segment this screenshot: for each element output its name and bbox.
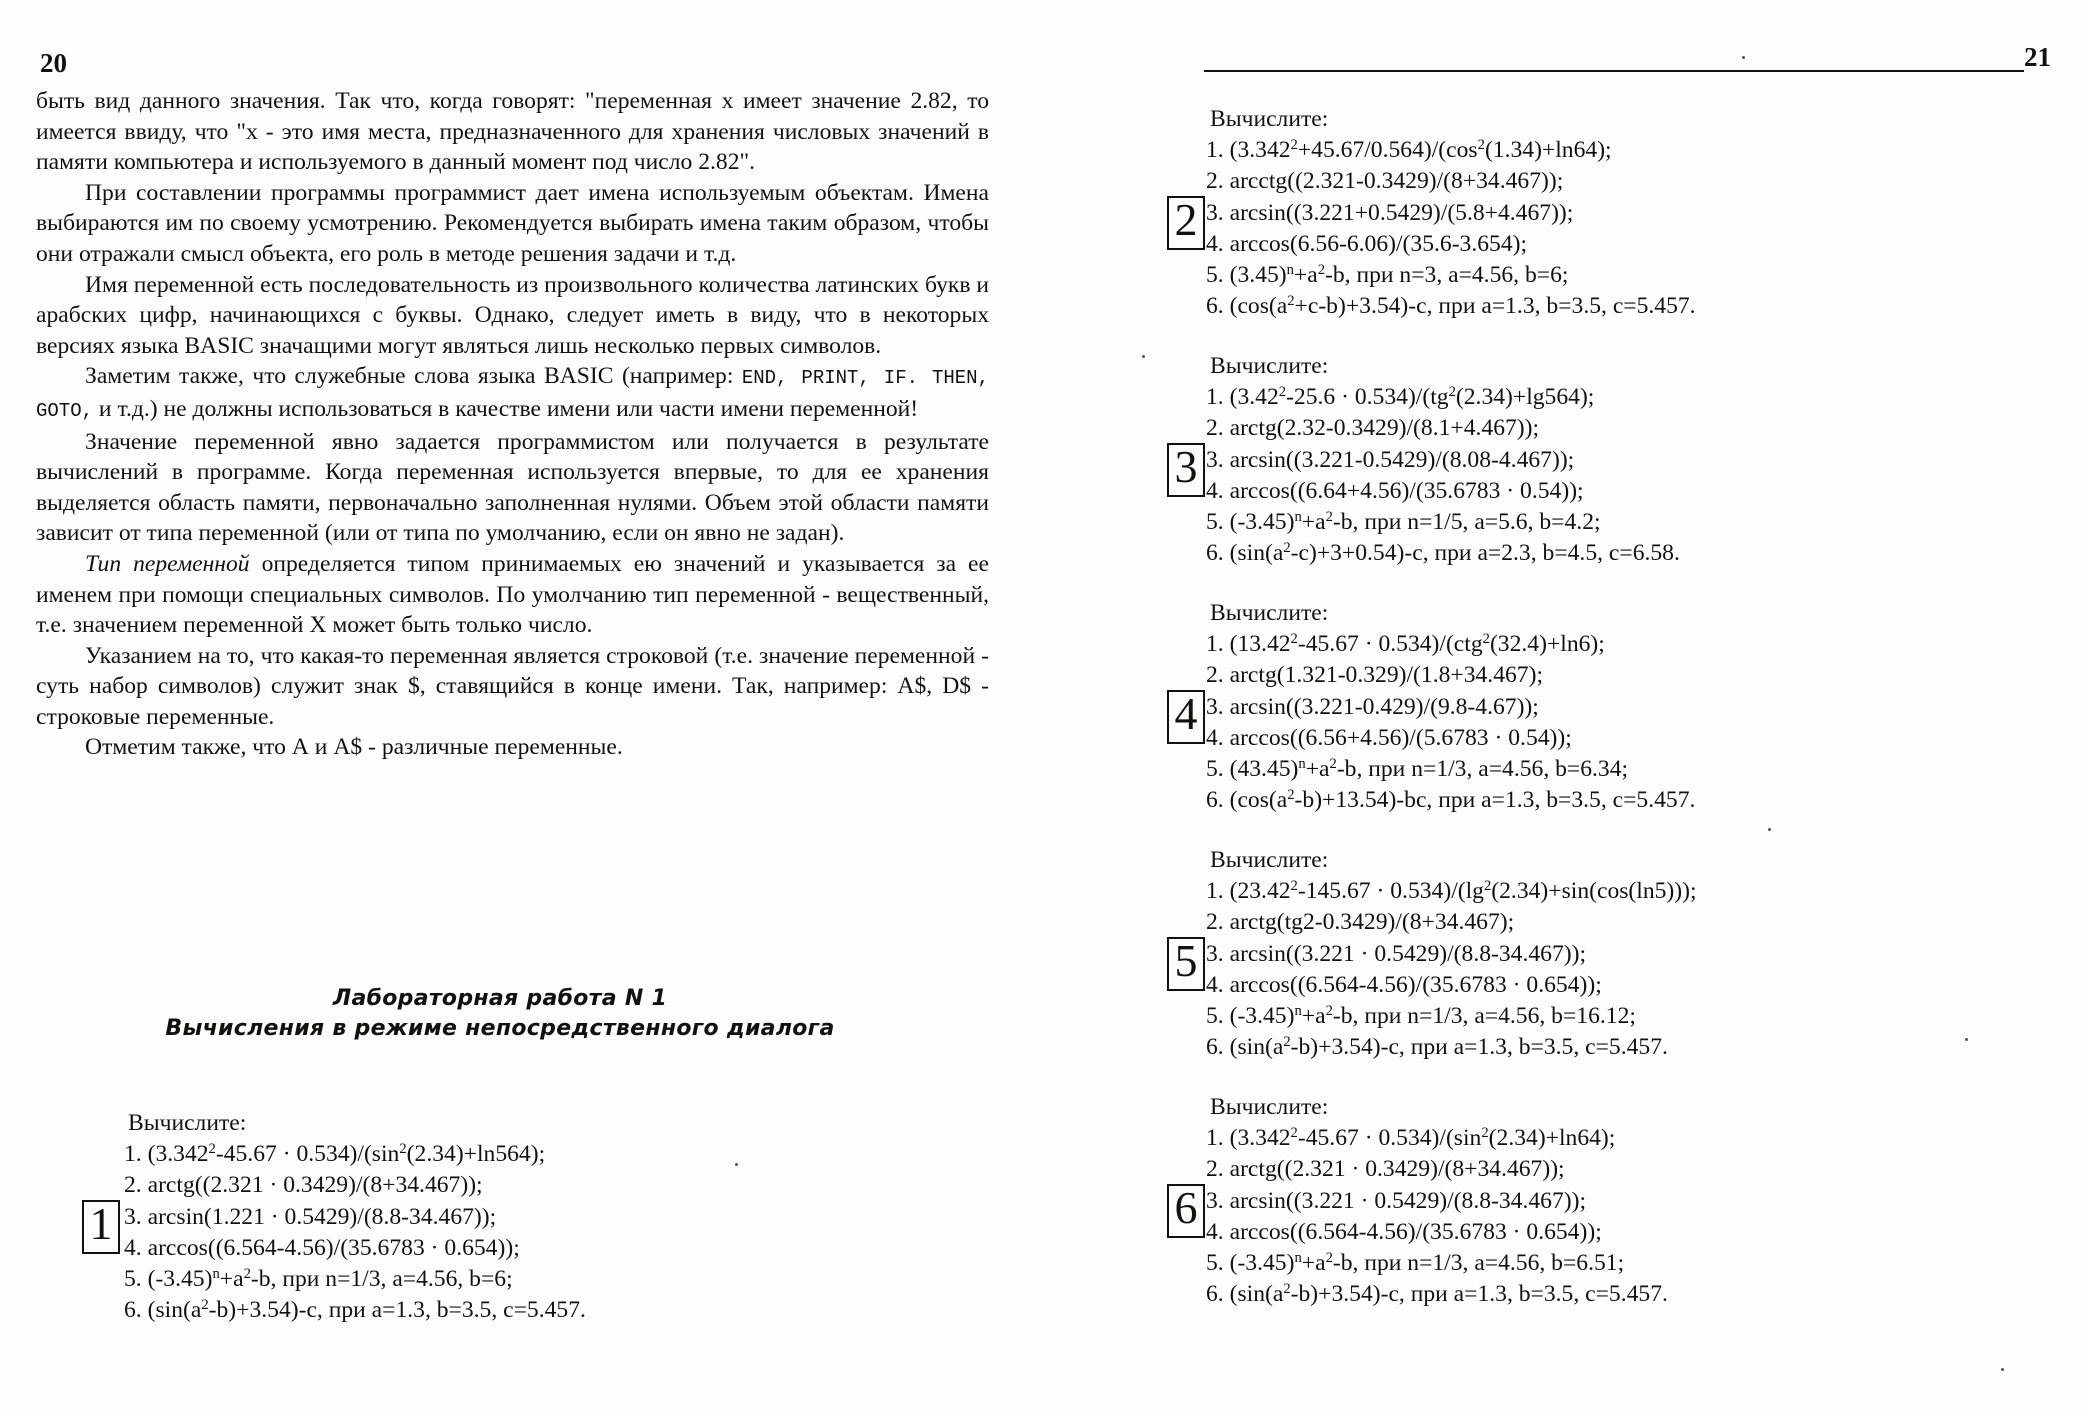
task-item: 4. arccos((6.564-4.56)/(35.6783 · 0.654)); [1206, 1218, 1602, 1245]
lab-title: Лабораторная работа N 1 [332, 986, 668, 1011]
page-number-right: 21 [2024, 42, 2051, 72]
scan-speck [1742, 56, 1745, 59]
task-list [124, 1139, 586, 1326]
variant-5 [1174, 845, 1697, 1063]
term-italic: Тип переменной [85, 550, 250, 577]
paragraph: Указанием на то, что какая-то переменная является строковой (т.е. значение переменной - суть набор символов) служит знак $, ставящийся в конце имени. Так, например: A$, D$ - строковые переменные. [36, 642, 989, 730]
task-item: 1. $(3.342^2+45.67/0.564)/(\cos^2(1.34)+\ln 64)$; [1206, 137, 1612, 164]
task-item: 3. arcsin((3.221-0.429)/(9.8-4.67)); [1206, 693, 1539, 720]
paragraph [36, 549, 989, 641]
task-item: 6. $(\sin(a^2-b)+3.54)-c$, при a=1.3, b=3.5, c=5.457. [124, 1297, 586, 1324]
task-item: 1. $(23.42^2-145.67 \cdot 0.534)/(\lg^2(2.34)+\sin(\cos(\ln 5)))$; [1206, 878, 1697, 905]
scan-speck [1965, 1038, 1968, 1041]
task-item: 3. arcsin((3.221 · 0.5429)/(8.8-34.467)); [1206, 940, 1587, 967]
task-item: 1. $(13.42^2-45.67 \cdot 0.534)/(ctg^2(32.4)+\ln 6)$; [1206, 631, 1605, 658]
task-list [1206, 135, 1696, 322]
task-item: 6. $(\cos(a^2-b)+13.54)-bc$, при a=1.3, b=3.5, c=5.457. [1206, 787, 1696, 814]
variant-3 [1174, 351, 1680, 569]
variant-heading: Вычислите: [1210, 353, 1329, 379]
variant-heading: Вычислите: [1210, 1094, 1329, 1120]
task-item: 1. $(3.342^2-45.67 \cdot 0.534)/(\sin^2(2.34)+\ln 64)$; [1206, 1125, 1616, 1152]
task-item: 2. arctg(tg2-0.3429)/(8+34.467); [1206, 909, 1515, 936]
variant-4 [1174, 598, 1696, 816]
variant-heading: Вычислите: [1210, 106, 1329, 132]
task-item: 5. $(-3.45)^n+a^2-b$, при n=1/3, a=4.56, b=16.12; [1206, 1002, 1636, 1030]
task-item: 2. arctg(2.32-0.3429)/(8.1+4.467)); [1206, 415, 1540, 442]
task-item: 1. $(3.42^2-25.6 \cdot 0.534)/(tg^2(2.34)+\lg 564)$; [1206, 384, 1595, 411]
paragraph: Отметим также, что А и А$ - различные переменные. [85, 734, 623, 761]
task-item: 6. $(\sin(a^2-c)+3+0.54)-c$, при a=2.3, b=4.5, c=6.58. [1206, 540, 1680, 567]
variant-1 [89, 1108, 586, 1326]
scan-speck [735, 1163, 738, 1166]
variant-number-box: 3 [1167, 443, 1205, 497]
paragraph: При составлении программы программист дает имена используемым объектам. Имена выбираются им по своему усмотрению. Рекомендуется выбирать имена таким образом, чтобы они отражали смысл объекта, его роль в методе решения задачи и т.д. [36, 179, 989, 267]
paragraph-text: и т.д.) не должны использоваться в качестве имени или части имени переменной! [93, 395, 919, 422]
task-item: 4. arccos((6.564-4.56)/(35.6783 · 0.654)); [124, 1234, 520, 1261]
task-item: 3. arcsin((3.221-0.5429)/(8.08-4.467)); [1206, 446, 1575, 473]
paragraph: Значение переменной явно задается программистом или получается в результате вычислений в программе. Когда переменная используется впервые, то для ее хранения выделяется область памяти, первоначально заполненная нулями. Объем этой области памяти зависит от типа переменной (или от типа по умолчанию, если он явно не задан). [36, 428, 989, 547]
task-item: 5. $(-3.45)^n+a^2-b$, при n=1/5, a=5.6, b=4.2; [1206, 508, 1601, 536]
task-item: 5. $(43.45)^n+a^2-b$, при n=1/3, a=4.56, b=6.34; [1206, 755, 1629, 783]
body-text [36, 86, 989, 763]
task-item: 3. arcsin(1.221 · 0.5429)/(8.8-34.467)); [124, 1203, 497, 1230]
task-item: 2. arcctg((2.321-0.3429)/(8+34.467)); [1206, 168, 1564, 195]
paragraph [36, 361, 989, 426]
scan-speck [2001, 1368, 2004, 1371]
task-item: 5. $(-3.45)^n+a^2-b$, при n=1/3, a=4.56, b=6.51; [1206, 1249, 1625, 1277]
paragraph-text: определяется типом принимаемых ею значений и указывается за ее именем при помощи специальных символов. По умолчанию тип переменной - вещественный, т.е. значением переменной X может быть только число. [36, 550, 989, 639]
variant-2 [1174, 104, 1696, 322]
scan-speck [1768, 828, 1771, 831]
variant-heading: Вычислите: [1210, 600, 1329, 626]
task-item: 6. $(\cos(a^2+c-b)+3.54)-c$, при a=1.3, b=3.5, c=5.457. [1206, 293, 1696, 320]
task-item: 3. arcsin((3.221+0.5429)/(5.8+4.467)); [1206, 199, 1574, 226]
task-item: 4. arccos((6.564-4.56)/(35.6783 · 0.654)); [1206, 971, 1602, 998]
page-number-left: 20 [40, 48, 67, 78]
task-item: 4. arccos((6.64+4.56)/(35.6783 · 0.54)); [1206, 477, 1584, 504]
task-list [1206, 876, 1697, 1063]
paragraph-text: Заметим также, что служебные слова языка BASIC (например: [85, 363, 742, 390]
task-item: 5. $(-3.45)^n+a^2-b$, при n=1/3, a=4.56, b=6; [124, 1265, 513, 1293]
task-list [1206, 629, 1695, 816]
task-list [1206, 382, 1680, 569]
scan-speck [1142, 355, 1145, 358]
variant-number-box: 5 [1167, 937, 1205, 991]
task-item: 6. $(\sin(a^2-b)+3.54)-c$, при a=1.3, b=3.5, c=5.457. [1206, 1034, 1668, 1061]
right-page [1041, 0, 2082, 1416]
variant-number-box: 1 [82, 1200, 120, 1254]
variant-6 [1174, 1092, 1668, 1310]
header-rule [1204, 70, 2024, 72]
task-item: 2. arctg((2.321 · 0.3429)/(8+34.467)); [1206, 1156, 1565, 1183]
task-list [1206, 1123, 1668, 1310]
task-item: 4. arccos(6.56-6.06)/(35.6-3.654); [1206, 230, 1528, 257]
task-item: 2. arctg((2.321 · 0.3429)/(8+34.467)); [124, 1172, 483, 1199]
variant-heading: Вычислите: [128, 1110, 247, 1136]
lab-subtitle: Вычисления в режиме непосредственного диалога [165, 1016, 835, 1041]
paragraph: Имя переменной есть последовательность из произвольного количества латинских букв и арабских цифр, начинающихся с буквы. Однако, следует иметь в виду, что в некоторых версиях языка BASIC значащими могут являться лишь несколько первых символов. [36, 271, 990, 359]
task-item: 2. arctg(1.321-0.329)/(1.8+34.467); [1206, 662, 1543, 689]
variant-number-box: 6 [1167, 1184, 1205, 1238]
variant-number-box: 4 [1167, 690, 1205, 744]
task-item: 6. $(\sin(a^2-b)+3.54)-c$, при a=1.3, b=3.5, c=5.457. [1206, 1281, 1668, 1308]
task-item: 4. arccos((6.56+4.56)/(5.6783 · 0.54)); [1206, 724, 1572, 751]
task-item: 3. arcsin((3.221 · 0.5429)/(8.8-34.467)); [1206, 1187, 1587, 1214]
basic-keywords: END, PRINT, IF. THEN, GOTO, [36, 367, 989, 422]
task-item: 1. $(3.342^2-45.67 \cdot 0.534)/(\sin^2(2.34)+\ln 564)$; [124, 1141, 546, 1168]
variant-number-box: 2 [1167, 196, 1205, 250]
variant-heading: Вычислите: [1210, 847, 1329, 873]
paragraph: быть вид данного значения. Так что, когда говорят: "переменная х имеет значение 2.82, то имеется ввиду, что "х - это имя места, предназначенного для хранения числовых значений в памяти компьютера и используемого в данный момент под число 2.82". [36, 88, 989, 176]
task-item: 5. $(3.45)^n+a^2-b$, при n=3, a=4.56, b=6; [1206, 261, 1569, 289]
